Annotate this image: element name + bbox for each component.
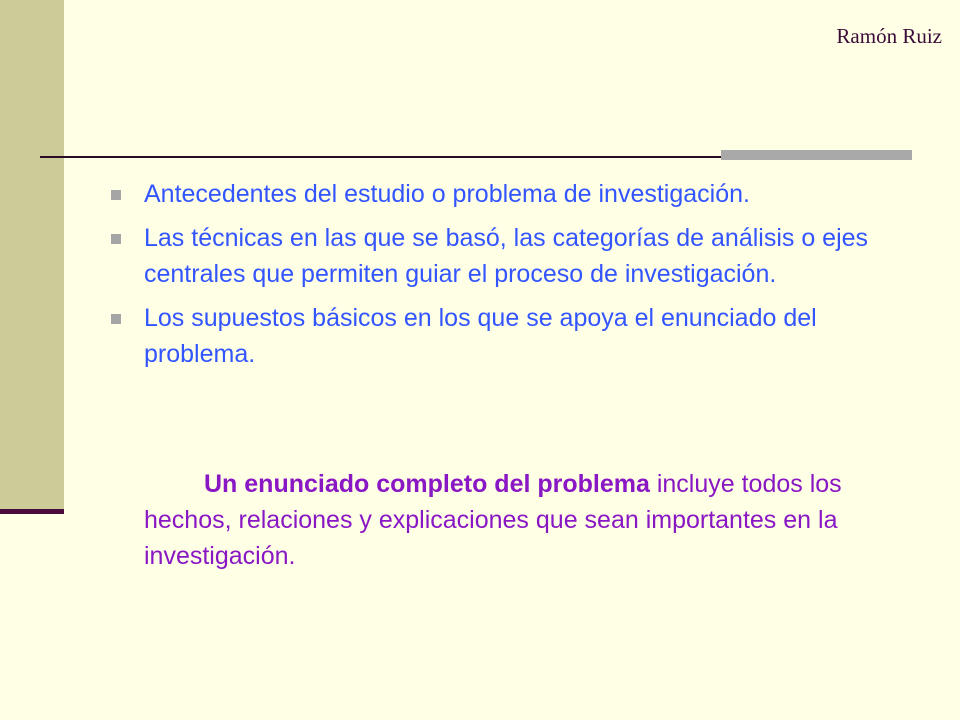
summary-paragraph [144, 466, 900, 574]
square-bullet-icon [111, 190, 121, 200]
square-bullet-icon [111, 234, 121, 244]
list-item [108, 220, 898, 292]
list-item [108, 300, 898, 372]
left-accent-bar [0, 0, 64, 512]
divider-accent-block [721, 150, 912, 160]
accent-bar-underline [0, 509, 64, 514]
bullet-text: Antecedentes del estudio o problema de investigación. [144, 180, 750, 208]
square-bullet-icon [111, 314, 121, 324]
bullet-text: Los supuestos básicos en los que se apoya el enunciado del problema. [144, 304, 817, 368]
list-item [108, 176, 898, 212]
paragraph-rest: incluye todos los hechos, relaciones y explicaciones que sean importantes en la investigación. [144, 470, 842, 570]
bullet-text: Las técnicas en las que se basó, las categorías de análisis o ejes centrales que permiten guiar el proceso de investigación. [144, 224, 869, 288]
author-name: Ramón Ruiz [836, 24, 942, 48]
paragraph-bold-phrase: Un enunciado completo del problema [204, 470, 650, 498]
bullet-list [108, 176, 898, 380]
